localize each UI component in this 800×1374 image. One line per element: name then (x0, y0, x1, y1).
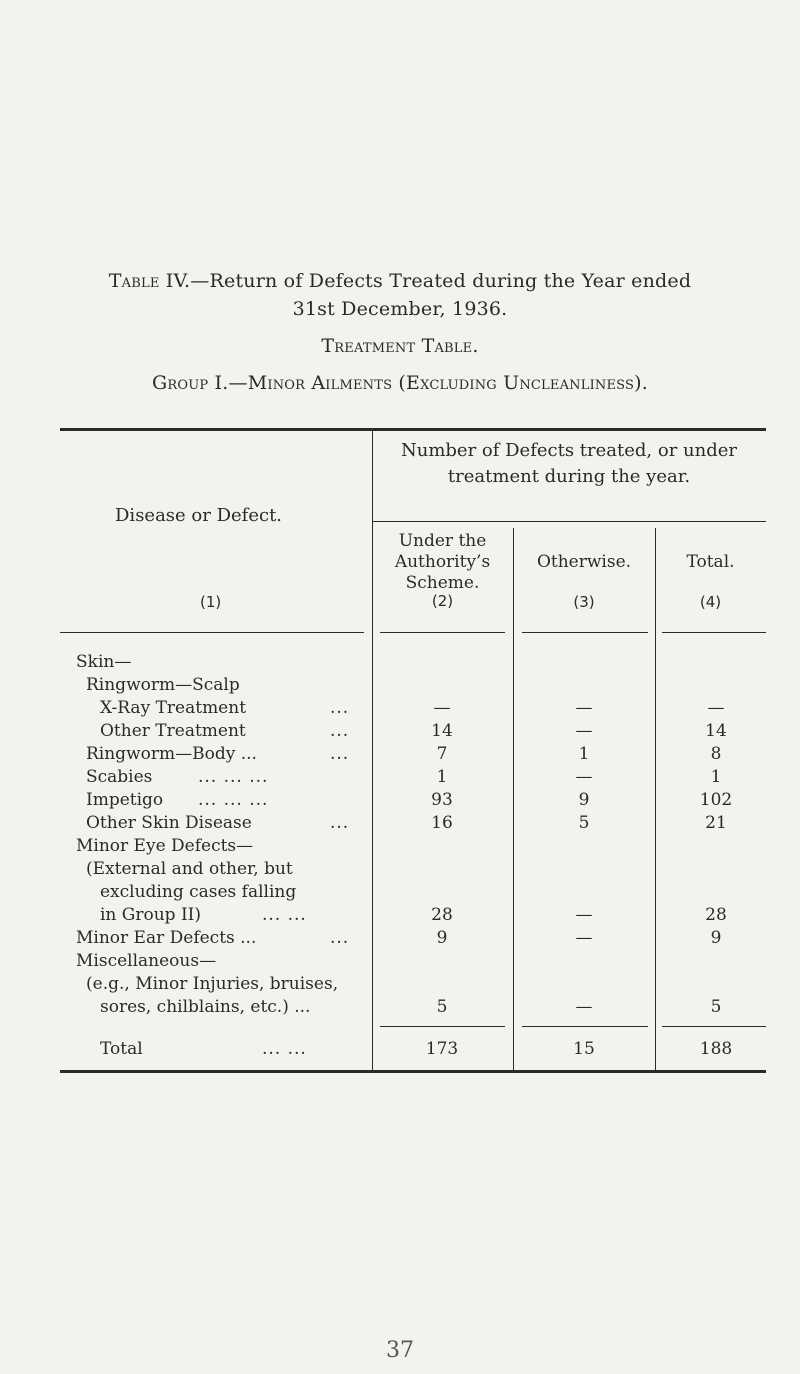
cell-total: 14 (705, 721, 727, 741)
group-header-line-1: Number of Defects treated, or under (400, 440, 737, 461)
cell-total: 5 (710, 997, 722, 1017)
column-divider-1 (372, 431, 373, 1070)
row-leader-dots: ... (330, 698, 350, 718)
row-leader-dots: ... (330, 813, 350, 833)
header-bottom-rule-col3 (522, 632, 648, 633)
row-label: sores, chilblains, etc.) ... (100, 997, 311, 1017)
row-label: X-Ray Treatment (100, 698, 247, 718)
row-label: in Group II) (100, 905, 202, 925)
cell-otherwise: — (575, 767, 593, 787)
column-header-authority-line-3: Scheme. (405, 573, 480, 593)
table-title-text: —Return of Defects Treated during the Year ended (190, 270, 692, 292)
column-number-1: (1) (200, 593, 222, 611)
cell-total: 102 (699, 790, 733, 810)
cell-otherwise: — (575, 721, 593, 741)
cell-authority: 93 (431, 790, 453, 810)
row-leader-dots: ... (330, 744, 350, 764)
total-leader-dots: ... ... (262, 1039, 307, 1059)
treatment-table-heading: Treatment Table. (321, 335, 479, 357)
row-leader-dots: ... ... (262, 905, 307, 925)
total-authority: 173 (425, 1039, 459, 1059)
column-number-3: (3) (573, 593, 595, 611)
cell-otherwise: 9 (578, 790, 590, 810)
table-title (0, 270, 800, 292)
total-rule-col3 (522, 1026, 648, 1027)
total-total: 188 (699, 1039, 733, 1059)
cell-total: — (707, 698, 725, 718)
row-label: Other Skin Disease (86, 813, 252, 833)
row-leader-dots: ... ... ... (198, 767, 269, 787)
row-leader-dots: ... (330, 721, 350, 741)
row-label: Scabies (86, 767, 153, 787)
total-label: Total (100, 1039, 143, 1059)
row-label: excluding cases falling (100, 882, 297, 902)
cell-total: 1 (710, 767, 722, 787)
header-bottom-rule-col2 (380, 632, 505, 633)
page-number: 37 (386, 1338, 414, 1363)
cell-authority: 14 (431, 721, 453, 741)
column-header-disease: Disease or Defect. (115, 505, 283, 526)
row-label: Other Treatment (100, 721, 246, 741)
row-label: Impetigo (86, 790, 164, 810)
cell-total: 9 (710, 928, 722, 948)
header-bottom-rule-left (60, 632, 364, 633)
cell-total: 8 (710, 744, 722, 764)
cell-otherwise: — (575, 928, 593, 948)
cell-otherwise: — (575, 905, 593, 925)
row-label: Miscellaneous— (76, 951, 217, 971)
cell-authority: 5 (436, 997, 448, 1017)
group-title: —Minor Ailments (Excluding Uncleanliness). (228, 372, 649, 394)
cell-authority: 1 (436, 767, 448, 787)
column-header-authority-line-2: Authority’s (394, 552, 491, 572)
column-number-4: (4) (699, 593, 722, 611)
table-number: Table IV. (108, 270, 191, 292)
cell-authority: 28 (431, 905, 453, 925)
cell-authority: 9 (436, 928, 448, 948)
row-label: (e.g., Minor Injuries, bruises, (86, 974, 339, 994)
row-label: Minor Eye Defects— (76, 836, 254, 856)
row-label: (External and other, but (86, 859, 293, 879)
table-bottom-rule (60, 1070, 766, 1073)
cell-otherwise: — (575, 997, 593, 1017)
row-label: Ringworm—Body ... (86, 744, 257, 764)
row-label: Minor Ear Defects ... (76, 928, 257, 948)
total-rule-col4 (662, 1026, 766, 1027)
cell-authority: — (433, 698, 451, 718)
row-label: Ringworm—Scalp (86, 675, 240, 695)
cell-otherwise: 1 (578, 744, 590, 764)
cell-authority: 16 (431, 813, 453, 833)
column-number-2: (2) (431, 592, 454, 610)
row-leader-dots: ... ... ... (198, 790, 269, 810)
column-header-total: Total. (686, 552, 735, 572)
group-number: Group I. (151, 372, 229, 394)
cell-total: 21 (705, 813, 727, 833)
cell-authority: 7 (436, 744, 448, 764)
cell-otherwise: — (575, 698, 593, 718)
group-header-rule (372, 521, 766, 522)
row-label: Skin— (76, 652, 132, 672)
table-top-rule (60, 428, 766, 431)
total-rule-col2 (380, 1026, 505, 1027)
table-title-date: 31st December, 1936. (292, 298, 508, 320)
row-leader-dots: ... (330, 928, 350, 948)
column-header-authority-line-1: Under the (398, 531, 487, 551)
group-heading (0, 372, 800, 394)
header-bottom-rule-col4 (662, 632, 766, 633)
cell-otherwise: 5 (578, 813, 590, 833)
total-otherwise: 15 (573, 1039, 595, 1059)
group-header-line-2: treatment during the year. (447, 466, 691, 487)
column-header-otherwise: Otherwise. (536, 552, 632, 572)
cell-total: 28 (705, 905, 727, 925)
